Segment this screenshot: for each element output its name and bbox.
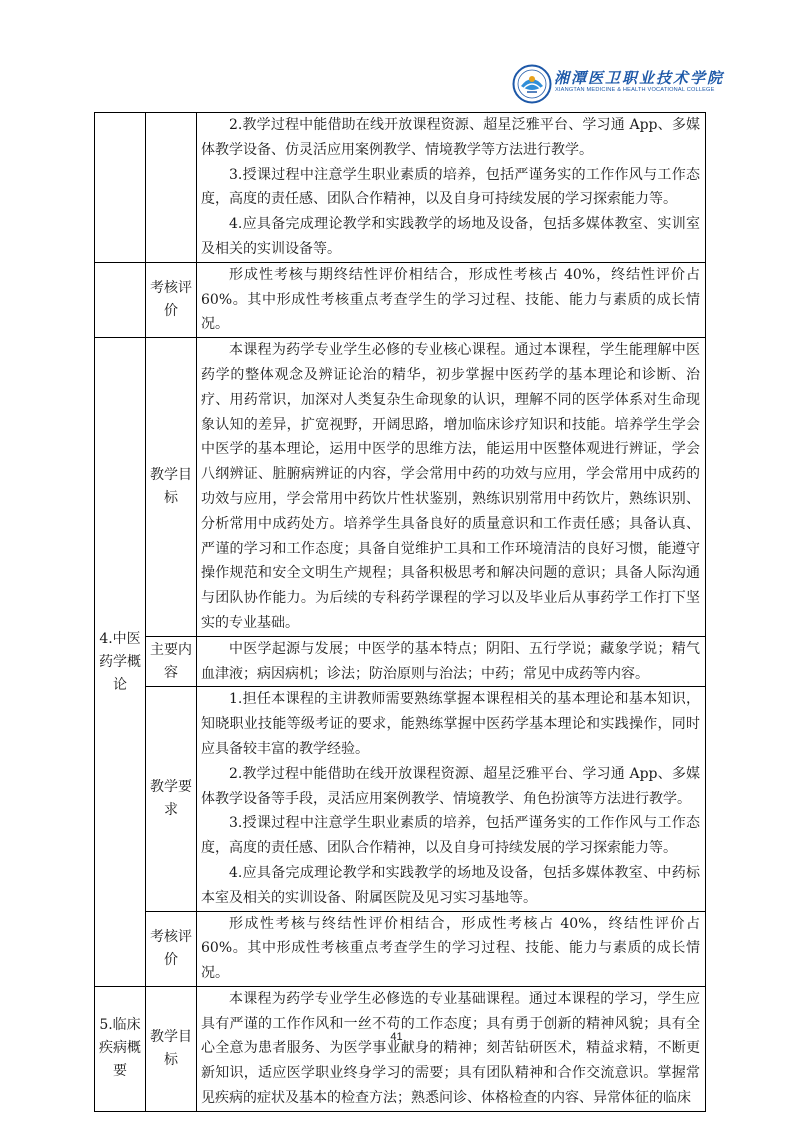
- requirement-paragraph: 2.教学过程中能借助在线开放课程资源、超星泛雅平台、学习通 App、多媒体教学设备、仿灵活应用案例教学、情境教学等方法进行教学。: [201, 117, 700, 158]
- assessment-content: [197, 262, 706, 337]
- table-row: [95, 911, 706, 986]
- main-content-label: 主要内容: [146, 636, 197, 687]
- course-name-cell: [95, 113, 146, 263]
- assessment-label: 考核评价: [146, 262, 197, 337]
- table-row: [95, 262, 706, 337]
- course-name-clinical: 5.临床疾病概要: [95, 986, 146, 1111]
- requirement-paragraph: 4.应具备完成理论教学和实践教学的场地及设备，包括多媒体教室、中药标本室及相关的实训设备、附属医院及见习实习基地等。: [201, 864, 700, 906]
- table-row: [95, 986, 706, 1111]
- teaching-requirements-continued: [197, 113, 706, 263]
- teaching-goal-label: 教学目标: [146, 338, 197, 637]
- teaching-goal-text: 本课程为药学专业学生必修选的专业基础课程。通过本课程的学习，学生应具有严谨的工作作风和一丝不苟的工作态度；具有勇于创新的精神风貌；具有全心全意为患者服务、为医学事业献身的精神；刻苦钻研医术，精益求精，不断更新知识，适应医学职业终身学习的需要；具有团队精神和合作交流意识。掌握常见疾病的症状及基本的检查方法；熟悉问诊、体格检查的内容、异常体征的临床: [201, 990, 700, 1107]
- main-content-text: 中医学起源与发展；中医学的基本特点；阴阳、五行学说；藏象学说；精气血津液；病因病机；诊法；防治原则与治法；中药；常见中成药等内容。: [201, 640, 700, 682]
- assessment-text: 形成性考核与终结性评价相结合，形成性考核占 40%，终结性评价占 60%。其中形成性考核重点考查学生的学习过程、技能、能力与素质的成长情况。: [201, 915, 700, 982]
- main-content: [197, 636, 706, 687]
- teaching-goal-label: 教学目标: [146, 986, 197, 1111]
- assessment-label: 考核评价: [146, 911, 197, 986]
- course-table: [94, 112, 706, 1112]
- college-name-en: XIANGTAN MEDICINE & HEALTH VOCATIONAL COLLEGE: [555, 87, 715, 93]
- college-emblem-icon: [512, 64, 552, 104]
- teaching-goal-text: 本课程为药学专业学生必修的专业核心课程。通过本课程，学生能理解中医药学的整体观念及辨证论治的精华，初步掌握中医药学的基本理论和诊断、治疗、用药常识，加深对人类复杂生命现象的认识，理解不同的医学体系对生命现象认知的差异，扩宽视野，开阔思路，增加临床诊疗知识和技能。培养学生学会中医学的基本理论，运用中医学的思维方法，能运用中医整体观进行辨证，学会八纲辨证、脏腑病辨证的内容，学会常用中药的功效与应用，学会常用中成药的功效与应用，学会常用中药饮片性状鉴别，熟练识别常用中药饮片，熟练识别、分析常用中成药处方。培养学生具备良好的质量意识和工作责任感；具备认真、严谨的学习和工作态度；具备自觉维护工具和工作环境清洁的良好习惯，能遵守操作规范和安全文明生产规程；具备积极思考和解决问题的意识；具备人际沟通与团队协作能力。为后续的专科药学课程的学习以及毕业后从事药学工作打下坚实的专业基础。: [201, 342, 700, 631]
- teaching-requirements-label: 教学要求: [146, 687, 197, 911]
- college-name-cn: 湘潭医卫职业技术学院: [554, 69, 725, 87]
- row-label-cell: [146, 113, 197, 263]
- table-row: [95, 338, 706, 637]
- teaching-goal-content: [197, 338, 706, 637]
- requirement-paragraph: 2.教学过程中能借助在线开放课程资源、超星泛雅平台、学习通 App、多媒体教学设备等手段，灵活应用案例教学、情境教学、角色扮演等方法进行教学。: [201, 765, 700, 807]
- requirement-paragraph: 4.应具备完成理论教学和实践教学的场地及设备，包括多媒体教室、实训室及相关的实训设备等。: [201, 216, 700, 257]
- assessment-text: 形成性考核与期终结性评价相结合，形成性考核占 40%，终结性评价占 60%。其中形成性考核重点考查学生的学习过程、技能、能力与素质的成长情况。: [201, 266, 700, 333]
- table-row: [95, 113, 706, 263]
- teaching-requirements-content: [197, 687, 706, 911]
- assessment-content: [197, 911, 706, 986]
- requirement-paragraph: 3.授课过程中注意学生职业素质的培养，包括严谨务实的工作作风与工作态度，高度的责任感、团队合作精神，以及自身可持续发展的学习探索能力等。: [201, 815, 700, 857]
- requirement-paragraph: 1.担任本课程的主讲教师需要熟练掌握本课程相关的基本理论和基本知识，知晓职业技能等级考证的要求，能熟练掌握中医药学基本理论和实践操作，同时应具备较丰富的教学经验。: [201, 691, 700, 757]
- requirement-paragraph: 3.授课过程中注意学生职业素质的培养，包括严谨务实的工作作风与工作态度，高度的责任感、团队合作精神，以及自身可持续发展的学习探索能力等。: [201, 166, 700, 208]
- table-row: [95, 636, 706, 687]
- course-name-tcm: 4.中医药学概论: [95, 338, 146, 987]
- college-logo: [512, 62, 742, 106]
- page-number: 41: [390, 1031, 403, 1043]
- course-name-cell: [95, 262, 146, 337]
- teaching-goal-content: [197, 986, 706, 1111]
- table-row: [95, 687, 706, 911]
